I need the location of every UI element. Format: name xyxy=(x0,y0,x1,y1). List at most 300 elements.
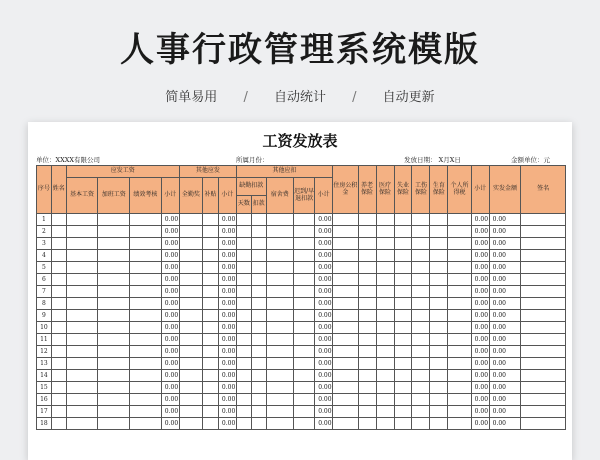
meta-date: 发放日期： X月X日 xyxy=(404,156,461,164)
empty-cell xyxy=(179,334,202,346)
amount-cell: 0.00 xyxy=(471,370,489,382)
empty-cell xyxy=(358,238,376,250)
amount-cell: 0.00 xyxy=(161,286,179,298)
amount-cell: 0.00 xyxy=(218,250,236,262)
amount-cell: 0.00 xyxy=(489,370,521,382)
empty-cell xyxy=(179,274,202,286)
amount-cell: 0.00 xyxy=(161,358,179,370)
amount-cell: 0.00 xyxy=(161,298,179,310)
empty-cell xyxy=(130,406,162,418)
amount-cell: 0.00 xyxy=(161,346,179,358)
empty-cell xyxy=(98,238,130,250)
empty-cell xyxy=(51,274,66,286)
empty-cell xyxy=(266,310,294,322)
empty-cell xyxy=(51,334,66,346)
empty-cell xyxy=(51,382,66,394)
empty-cell xyxy=(358,214,376,226)
amount-cell: 0.00 xyxy=(161,418,179,430)
empty-cell xyxy=(98,250,130,262)
empty-cell xyxy=(430,214,448,226)
empty-cell xyxy=(521,322,566,334)
amount-cell: 0.00 xyxy=(489,226,521,238)
meta-currency: 金额单位：元 xyxy=(511,156,550,164)
empty-cell xyxy=(376,346,394,358)
feature-tagline xyxy=(0,86,600,105)
empty-cell xyxy=(236,418,251,430)
empty-cell xyxy=(294,394,315,406)
empty-cell xyxy=(294,250,315,262)
amount-cell: 0.00 xyxy=(315,262,333,274)
empty-cell xyxy=(394,358,412,370)
empty-cell xyxy=(448,310,471,322)
empty-cell xyxy=(333,334,358,346)
empty-cell xyxy=(358,226,376,238)
empty-cell xyxy=(521,262,566,274)
row-seq: 8 xyxy=(37,298,52,310)
amount-cell: 0.00 xyxy=(471,322,489,334)
table-row xyxy=(37,250,566,262)
empty-cell xyxy=(251,394,266,406)
empty-cell xyxy=(266,274,294,286)
empty-cell xyxy=(179,382,202,394)
empty-cell xyxy=(376,226,394,238)
empty-cell xyxy=(430,394,448,406)
table-row xyxy=(37,358,566,370)
empty-cell xyxy=(448,358,471,370)
col-seq: 序号 xyxy=(37,166,52,214)
empty-cell xyxy=(412,394,430,406)
empty-cell xyxy=(521,334,566,346)
empty-cell xyxy=(66,274,98,286)
empty-cell xyxy=(130,262,162,274)
col-injury: 工伤保险 xyxy=(412,166,430,214)
amount-cell: 0.00 xyxy=(471,238,489,250)
empty-cell xyxy=(376,334,394,346)
row-seq: 13 xyxy=(37,358,52,370)
empty-cell xyxy=(179,370,202,382)
empty-cell xyxy=(130,250,162,262)
empty-cell xyxy=(376,382,394,394)
empty-cell xyxy=(251,238,266,250)
empty-cell xyxy=(430,274,448,286)
empty-cell xyxy=(203,238,219,250)
empty-cell xyxy=(66,370,98,382)
empty-cell xyxy=(266,226,294,238)
empty-cell xyxy=(376,214,394,226)
empty-cell xyxy=(521,394,566,406)
empty-cell xyxy=(266,346,294,358)
empty-cell xyxy=(203,250,219,262)
empty-cell xyxy=(236,274,251,286)
col-subtotal-deduct: 小计 xyxy=(315,178,333,214)
empty-cell xyxy=(333,226,358,238)
empty-cell xyxy=(448,226,471,238)
empty-cell xyxy=(98,394,130,406)
empty-cell xyxy=(98,358,130,370)
empty-cell xyxy=(430,322,448,334)
empty-cell xyxy=(394,418,412,430)
empty-cell xyxy=(51,418,66,430)
empty-cell xyxy=(294,370,315,382)
empty-cell xyxy=(448,406,471,418)
empty-cell xyxy=(203,226,219,238)
empty-cell xyxy=(266,250,294,262)
amount-cell: 0.00 xyxy=(161,370,179,382)
amount-cell: 0.00 xyxy=(489,262,521,274)
empty-cell xyxy=(266,418,294,430)
empty-cell xyxy=(98,418,130,430)
empty-cell xyxy=(333,238,358,250)
empty-cell xyxy=(66,286,98,298)
empty-cell xyxy=(236,310,251,322)
col-name: 姓名 xyxy=(51,166,66,214)
col-overtime: 加班工资 xyxy=(98,178,130,214)
amount-cell: 0.00 xyxy=(471,346,489,358)
empty-cell xyxy=(203,262,219,274)
empty-cell xyxy=(394,406,412,418)
empty-cell xyxy=(358,394,376,406)
amount-cell: 0.00 xyxy=(218,382,236,394)
group-payable: 应发工资 xyxy=(66,166,179,178)
empty-cell xyxy=(51,286,66,298)
empty-cell xyxy=(376,418,394,430)
empty-cell xyxy=(251,334,266,346)
meta-unit: 单位：XXXX有限公司 xyxy=(36,156,101,164)
empty-cell xyxy=(66,322,98,334)
amount-cell: 0.00 xyxy=(489,286,521,298)
feature-auto-update: 自动更新 xyxy=(382,90,435,105)
row-seq: 14 xyxy=(37,370,52,382)
empty-cell xyxy=(412,298,430,310)
empty-cell xyxy=(66,406,98,418)
empty-cell xyxy=(430,298,448,310)
empty-cell xyxy=(130,298,162,310)
table-row xyxy=(37,382,566,394)
table-row xyxy=(37,214,566,226)
col-maternity: 生育保险 xyxy=(430,166,448,214)
empty-cell xyxy=(412,358,430,370)
empty-cell xyxy=(98,382,130,394)
empty-cell xyxy=(266,406,294,418)
empty-cell xyxy=(130,394,162,406)
amount-cell: 0.00 xyxy=(471,310,489,322)
amount-cell: 0.00 xyxy=(161,406,179,418)
empty-cell xyxy=(98,262,130,274)
empty-cell xyxy=(412,238,430,250)
empty-cell xyxy=(333,394,358,406)
empty-cell xyxy=(333,346,358,358)
empty-cell xyxy=(266,334,294,346)
empty-cell xyxy=(98,406,130,418)
amount-cell: 0.00 xyxy=(471,262,489,274)
empty-cell xyxy=(376,394,394,406)
empty-cell xyxy=(130,238,162,250)
amount-cell: 0.00 xyxy=(315,250,333,262)
empty-cell xyxy=(98,322,130,334)
amount-cell: 0.00 xyxy=(315,274,333,286)
amount-cell: 0.00 xyxy=(161,382,179,394)
empty-cell xyxy=(521,406,566,418)
amount-cell: 0.00 xyxy=(489,346,521,358)
amount-cell: 0.00 xyxy=(471,394,489,406)
empty-cell xyxy=(376,274,394,286)
empty-cell xyxy=(294,382,315,394)
empty-cell xyxy=(358,322,376,334)
row-seq: 2 xyxy=(37,226,52,238)
amount-cell: 0.00 xyxy=(218,298,236,310)
table-row xyxy=(37,226,566,238)
empty-cell xyxy=(412,262,430,274)
empty-cell xyxy=(358,382,376,394)
col-pension: 养老保险 xyxy=(358,166,376,214)
amount-cell: 0.00 xyxy=(161,238,179,250)
empty-cell xyxy=(179,262,202,274)
empty-cell xyxy=(179,238,202,250)
empty-cell xyxy=(51,406,66,418)
empty-cell xyxy=(430,262,448,274)
empty-cell xyxy=(521,298,566,310)
empty-cell xyxy=(51,226,66,238)
table-row xyxy=(37,334,566,346)
amount-cell: 0.00 xyxy=(315,346,333,358)
empty-cell xyxy=(412,286,430,298)
empty-cell xyxy=(394,346,412,358)
empty-cell xyxy=(51,214,66,226)
empty-cell xyxy=(521,214,566,226)
empty-cell xyxy=(448,262,471,274)
empty-cell xyxy=(294,406,315,418)
empty-cell xyxy=(448,382,471,394)
empty-cell xyxy=(430,238,448,250)
empty-cell xyxy=(394,286,412,298)
empty-cell xyxy=(179,226,202,238)
amount-cell: 0.00 xyxy=(489,394,521,406)
empty-cell xyxy=(266,262,294,274)
empty-cell xyxy=(394,262,412,274)
amount-cell: 0.00 xyxy=(218,406,236,418)
empty-cell xyxy=(179,286,202,298)
feature-easy: 简单易用 xyxy=(165,90,218,105)
row-seq: 7 xyxy=(37,286,52,298)
amount-cell: 0.00 xyxy=(218,238,236,250)
amount-cell: 0.00 xyxy=(471,334,489,346)
group-absence: 缺勤扣款 xyxy=(236,178,266,196)
col-deduct: 扣款 xyxy=(251,196,266,214)
col-base: 基本工资 xyxy=(66,178,98,214)
empty-cell xyxy=(333,382,358,394)
row-seq: 12 xyxy=(37,346,52,358)
empty-cell xyxy=(179,358,202,370)
empty-cell xyxy=(333,286,358,298)
empty-cell xyxy=(358,274,376,286)
empty-cell xyxy=(130,214,162,226)
empty-cell xyxy=(430,226,448,238)
amount-cell: 0.00 xyxy=(161,214,179,226)
empty-cell xyxy=(412,406,430,418)
empty-cell xyxy=(430,310,448,322)
empty-cell xyxy=(294,286,315,298)
empty-cell xyxy=(51,238,66,250)
empty-cell xyxy=(179,298,202,310)
empty-cell xyxy=(394,298,412,310)
empty-cell xyxy=(412,334,430,346)
empty-cell xyxy=(376,310,394,322)
amount-cell: 0.00 xyxy=(161,262,179,274)
empty-cell xyxy=(203,310,219,322)
col-lodging: 宿舍费 xyxy=(266,178,294,214)
empty-cell xyxy=(521,286,566,298)
empty-cell xyxy=(179,310,202,322)
empty-cell xyxy=(412,370,430,382)
empty-cell xyxy=(430,346,448,358)
empty-cell xyxy=(130,358,162,370)
empty-cell xyxy=(294,298,315,310)
amount-cell: 0.00 xyxy=(218,370,236,382)
row-seq: 15 xyxy=(37,382,52,394)
amount-cell: 0.00 xyxy=(161,274,179,286)
row-seq: 10 xyxy=(37,322,52,334)
amount-cell: 0.00 xyxy=(489,382,521,394)
empty-cell xyxy=(66,214,98,226)
empty-cell xyxy=(358,286,376,298)
empty-cell xyxy=(448,238,471,250)
amount-cell: 0.00 xyxy=(161,310,179,322)
empty-cell xyxy=(66,382,98,394)
row-seq: 17 xyxy=(37,406,52,418)
empty-cell xyxy=(98,370,130,382)
amount-cell: 0.00 xyxy=(315,214,333,226)
empty-cell xyxy=(266,394,294,406)
amount-cell: 0.00 xyxy=(161,226,179,238)
empty-cell xyxy=(430,286,448,298)
empty-cell xyxy=(179,250,202,262)
empty-cell xyxy=(236,262,251,274)
empty-cell xyxy=(521,358,566,370)
empty-cell xyxy=(66,358,98,370)
empty-cell xyxy=(251,370,266,382)
empty-cell xyxy=(294,274,315,286)
amount-cell: 0.00 xyxy=(161,394,179,406)
row-seq: 16 xyxy=(37,394,52,406)
empty-cell xyxy=(251,310,266,322)
empty-cell xyxy=(203,382,219,394)
empty-cell xyxy=(430,334,448,346)
empty-cell xyxy=(358,298,376,310)
empty-cell xyxy=(236,322,251,334)
empty-cell xyxy=(430,382,448,394)
col-housing-fund: 住房公积金 xyxy=(333,166,358,214)
empty-cell xyxy=(358,418,376,430)
empty-cell xyxy=(51,298,66,310)
amount-cell: 0.00 xyxy=(489,274,521,286)
empty-cell xyxy=(203,298,219,310)
empty-cell xyxy=(98,346,130,358)
empty-cell xyxy=(251,358,266,370)
col-late: 迟到/早退扣款 xyxy=(294,178,315,214)
amount-cell: 0.00 xyxy=(218,310,236,322)
row-seq: 11 xyxy=(37,334,52,346)
empty-cell xyxy=(333,298,358,310)
empty-cell xyxy=(179,346,202,358)
row-seq: 18 xyxy=(37,418,52,430)
amount-cell: 0.00 xyxy=(315,358,333,370)
col-subtotal-other: 小计 xyxy=(218,178,236,214)
empty-cell xyxy=(448,274,471,286)
empty-cell xyxy=(130,310,162,322)
empty-cell xyxy=(412,214,430,226)
empty-cell xyxy=(430,358,448,370)
empty-cell xyxy=(98,298,130,310)
amount-cell: 0.00 xyxy=(218,346,236,358)
amount-cell: 0.00 xyxy=(489,214,521,226)
amount-cell: 0.00 xyxy=(315,334,333,346)
empty-cell xyxy=(236,346,251,358)
col-performance: 绩效考核 xyxy=(130,178,162,214)
amount-cell: 0.00 xyxy=(218,262,236,274)
empty-cell xyxy=(376,286,394,298)
empty-cell xyxy=(521,370,566,382)
empty-cell xyxy=(236,226,251,238)
table-row xyxy=(37,310,566,322)
amount-cell: 0.00 xyxy=(161,334,179,346)
empty-cell xyxy=(376,298,394,310)
empty-cell xyxy=(66,310,98,322)
empty-cell xyxy=(394,322,412,334)
row-seq: 9 xyxy=(37,310,52,322)
empty-cell xyxy=(251,274,266,286)
empty-cell xyxy=(394,238,412,250)
empty-cell xyxy=(448,418,471,430)
amount-cell: 0.00 xyxy=(489,322,521,334)
empty-cell xyxy=(130,274,162,286)
amount-cell: 0.00 xyxy=(315,370,333,382)
empty-cell xyxy=(236,370,251,382)
amount-cell: 0.00 xyxy=(218,226,236,238)
amount-cell: 0.00 xyxy=(471,358,489,370)
empty-cell xyxy=(203,274,219,286)
empty-cell xyxy=(430,250,448,262)
empty-cell xyxy=(266,322,294,334)
empty-cell xyxy=(448,334,471,346)
amount-cell: 0.00 xyxy=(315,238,333,250)
empty-cell xyxy=(51,262,66,274)
empty-cell xyxy=(98,310,130,322)
empty-cell xyxy=(98,274,130,286)
amount-cell: 0.00 xyxy=(218,358,236,370)
empty-cell xyxy=(448,394,471,406)
amount-cell: 0.00 xyxy=(471,286,489,298)
empty-cell xyxy=(394,226,412,238)
col-allowance: 补贴 xyxy=(203,178,219,214)
empty-cell xyxy=(251,418,266,430)
amount-cell: 0.00 xyxy=(218,322,236,334)
empty-cell xyxy=(236,358,251,370)
col-subtotal-2: 小计 xyxy=(471,166,489,214)
empty-cell xyxy=(66,298,98,310)
empty-cell xyxy=(333,250,358,262)
empty-cell xyxy=(203,358,219,370)
amount-cell: 0.00 xyxy=(489,250,521,262)
empty-cell xyxy=(376,358,394,370)
empty-cell xyxy=(251,250,266,262)
empty-cell xyxy=(376,370,394,382)
empty-cell xyxy=(236,334,251,346)
empty-cell xyxy=(130,334,162,346)
empty-cell xyxy=(448,346,471,358)
amount-cell: 0.00 xyxy=(218,334,236,346)
empty-cell xyxy=(66,262,98,274)
empty-cell xyxy=(203,418,219,430)
